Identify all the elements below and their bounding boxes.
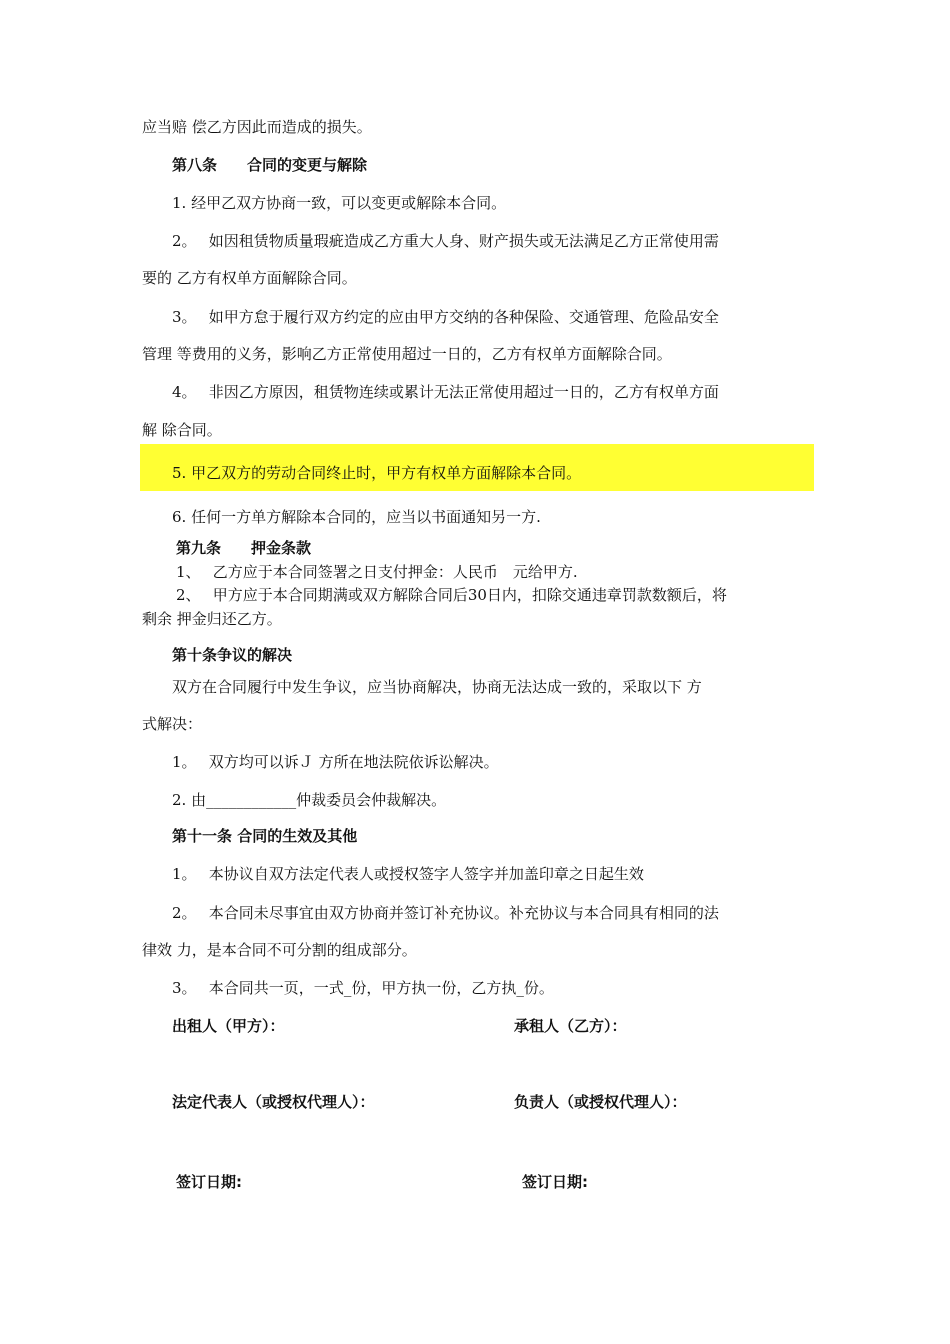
article-9-heading: 第九条 押金条款 [176,539,312,557]
clause-8-3-cont: 管理 等费用的义务，影响乙方正常使用超过一日的，乙方有权单方面解除合同。 [142,345,672,363]
clause-11-2: 2。 本合同未尽事宜由双方协商并签订补充协议。补充协议与本合同具有相同的法 [172,904,719,922]
clause-11-2-cont: 律效 力，是本合同不可分割的组成部分。 [142,941,417,959]
paragraph-line: 应当赔 偿乙方因此而造成的损失。 [142,118,372,136]
clause-10-2: 2. 由____________仲裁委员会仲裁解决。 [172,791,447,809]
legal-representative-label: 法定代表人（或授权代理人）： [172,1093,375,1111]
signing-date-right-label: 签订日期: [522,1173,588,1191]
lessee-label: 承租人（乙方）： [514,1017,627,1035]
clause-10-1: 1。 双方均可以诉Ｊ 方所在地法院依诉讼解决。 [172,753,499,771]
article-8-heading: 第八条 合同的变更与解除 [172,156,368,174]
clause-9-1: 1、 乙方应于本合同签署之日支付押金：人民币 元给甲方. [176,563,578,581]
clause-8-5-highlighted: 5. 甲乙双方的劳动合同终止时，甲方有权单方面解除本合同。 [172,464,582,482]
clause-8-3: 3。 如甲方怠于履行双方约定的应由甲方交纳的各种保险、交通管理、危险品安全 [172,308,719,326]
article-10-text-cont: 式解决： [142,715,203,733]
clause-8-4-cont: 解 除合同。 [142,421,222,439]
clause-8-2: 2。 如因租赁物质量瑕疵造成乙方重大人身、财产损失或无法满足乙方正常使用需 [172,232,719,250]
article-10-heading: 第十条争议的解决 [172,646,293,664]
lessor-label: 出租人（甲方）： [172,1017,285,1035]
clause-11-3: 3。 本合同共一页，一式_份，甲方执一份，乙方执_份。 [172,979,554,997]
responsible-person-label: 负责人（或授权代理人）： [514,1093,687,1111]
clause-9-2: 2、 甲方应于本合同期满或双方解除合同后30日内，扣除交通违章罚款数额后，将 [176,586,727,604]
clause-8-4: 4。 非因乙方原因，租赁物连续或累计无法正常使用超过一日的，乙方有权单方面 [172,383,719,401]
clause-11-1: 1。 本协议自双方法定代表人或授权签字人签字并加盖印章之日起生效 [172,865,644,883]
signing-date-left-label: 签订日期: [176,1173,242,1191]
clause-9-2-cont: 剩余 押金归还乙方。 [142,610,282,628]
clause-8-1: 1. 经甲乙双方协商一致，可以变更或解除本合同。 [172,194,507,212]
article-10-text: 双方在合同履行中发生争议，应当协商解决，协商无法达成一致的，采取以下 方 [172,678,702,696]
clause-8-2-cont: 要的 乙方有权单方面解除合同。 [142,269,357,287]
article-11-heading: 第十一条 合同的生效及其他 [172,827,358,845]
clause-8-6: 6. 任何一方单方解除本合同的，应当以书面通知另一方. [172,508,541,526]
